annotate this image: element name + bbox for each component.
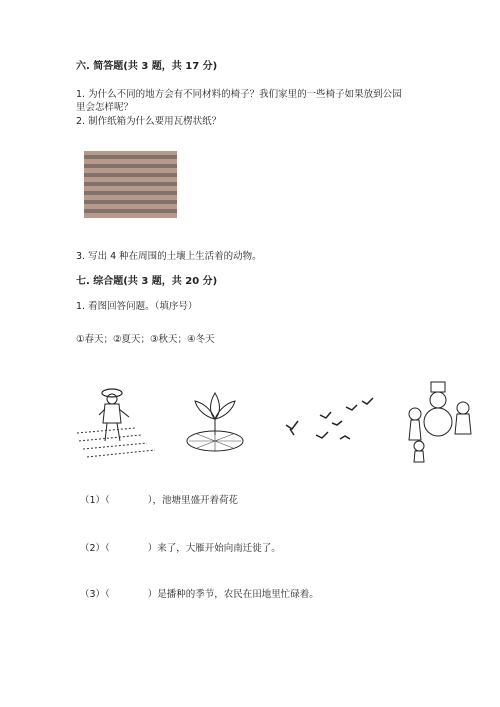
snowman-children-picture: [405, 378, 475, 463]
farmer-sowing-picture: [75, 383, 160, 463]
fill-blank-2: （2）（ ）来了，大雁开始向南迁徙了。: [80, 543, 281, 554]
fill-blank-3: （3）（ ）是播种的季节，农民在田地里忙碌着。: [80, 589, 319, 600]
corrugated-paper-photo: [84, 151, 177, 218]
question-1-line-2: 里会怎样呢？: [76, 102, 134, 113]
fill-blank-1: （1）（ ），池塘里盛开着荷花: [80, 495, 239, 506]
section7-heading: 七. 综合题(共 3 题，共 20 分): [76, 276, 218, 287]
geese-flying-picture: [282, 395, 377, 445]
section6-heading: 六. 简答题(共 3 题，共 17 分): [76, 61, 218, 72]
lotus-picture: [183, 385, 248, 455]
season-options: ①春天；②夏天；③秋天；④冬天: [76, 334, 215, 345]
question-1-line-1: 1. 为什么不同的地方会有不同材料的椅子？我们家里的一些椅子如果放到公园: [76, 89, 402, 100]
question-2: 2. 制作纸箱为什么要用瓦楞状纸？: [76, 116, 222, 127]
section7-question-1: 1. 看图回答问题。（填序号）: [76, 301, 198, 312]
question-3: 3. 写出 4 种在周围的土壤上生活着的动物。: [76, 251, 262, 262]
